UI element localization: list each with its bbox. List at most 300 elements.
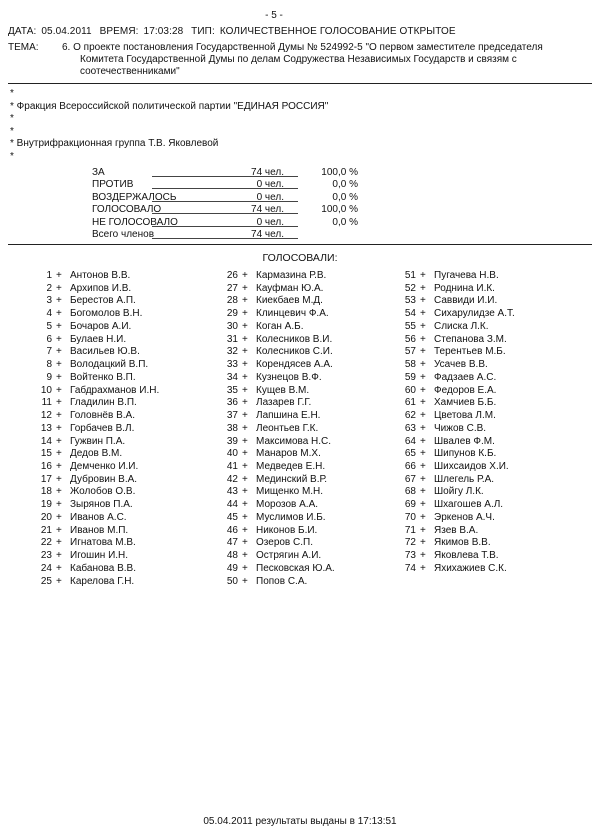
voter-row [20, 359, 200, 372]
voter-name: Морозов А.А. [256, 499, 319, 511]
vote-mark: + [420, 435, 426, 447]
voter-row [206, 410, 386, 423]
voter-number: 51 [404, 270, 416, 281]
voter-row [206, 461, 386, 474]
voter-name: Медведев Е.Н. [256, 461, 326, 473]
voter-row [20, 512, 200, 525]
vote-mark: + [56, 397, 62, 409]
vote-mark: + [242, 384, 248, 396]
voter-name: Булаев Н.И. [70, 333, 127, 345]
voter-name: Войтенко В.П. [70, 371, 136, 383]
voter-name: Попов С.А. [256, 575, 308, 587]
voter-name: Зырянов П.А. [70, 499, 133, 511]
voter-number: 48 [226, 550, 238, 562]
voter-row [20, 448, 200, 461]
voter-row [20, 525, 200, 538]
voter-row [206, 550, 386, 563]
voter-number: 41 [226, 461, 238, 473]
voter-row [206, 576, 386, 589]
vote-mark: + [242, 537, 248, 549]
voter-name: Колесников С.И. [256, 346, 333, 358]
vote-mark: + [242, 575, 248, 587]
voter-number: 69 [404, 499, 416, 511]
voter-name: Кущев В.М. [256, 384, 310, 396]
page-number: - 5 - [265, 10, 283, 21]
voter-row [206, 537, 386, 550]
vote-mark: + [420, 511, 426, 523]
voter-row [20, 563, 200, 576]
voter-number: 26 [226, 270, 238, 281]
voter-row [206, 448, 386, 461]
stat-row [92, 192, 392, 204]
voter-name: Якимов В.В. [434, 537, 491, 549]
voter-row [384, 410, 584, 423]
stat-label: ГОЛОСОВАЛО [92, 204, 162, 216]
voter-row [206, 334, 386, 347]
voter-number: 47 [226, 537, 238, 549]
topic-text [62, 42, 582, 78]
vote-mark: + [242, 320, 248, 332]
vote-mark: + [242, 410, 248, 422]
voter-name: Колесников В.И. [256, 333, 333, 345]
voter-name: Цветова Л.М. [434, 410, 496, 422]
vote-mark: + [420, 346, 426, 358]
voter-row [384, 283, 584, 296]
voter-name: Володацкий В.П. [70, 359, 149, 371]
voter-number: 43 [226, 486, 238, 498]
voter-number: 9 [46, 371, 52, 383]
voter-row [20, 550, 200, 563]
vote-mark: + [56, 270, 62, 281]
topic-label: ТЕМА: [8, 42, 39, 53]
vote-mark: + [56, 511, 62, 523]
stat-row [92, 167, 392, 179]
voter-number: 2 [46, 282, 52, 294]
vote-mark: + [242, 524, 248, 536]
voter-row [384, 385, 584, 398]
voter-name: Демченко И.И. [70, 461, 139, 473]
vote-mark: + [56, 384, 62, 396]
stat-label: ПРОТИВ [92, 179, 134, 191]
voter-name: Горбачев В.Л. [70, 422, 135, 434]
voter-number: 12 [40, 410, 52, 422]
voter-name: Хамчиев Б.Б. [434, 397, 497, 409]
voter-row [384, 295, 584, 308]
voter-number: 30 [226, 320, 238, 332]
voter-name: Никонов Б.И. [256, 524, 318, 536]
voter-row [206, 385, 386, 398]
voter-name: Федоров Е.А. [434, 384, 497, 396]
voter-number: 17 [40, 473, 52, 485]
voter-name: Манаров М.Х. [256, 448, 321, 460]
voter-row [206, 512, 386, 525]
voters-column-1 [20, 270, 200, 588]
voter-row [20, 372, 200, 385]
voter-row [206, 499, 386, 512]
stat-label: НЕ ГОЛОСОВАЛО [92, 216, 178, 228]
type-value: КОЛИЧЕСТВЕННОЕ ГОЛОСОВАНИЕ ОТКРЫТОЕ [219, 26, 456, 37]
voter-number: 70 [404, 511, 416, 523]
voter-name: Язев В.А. [434, 524, 479, 536]
voter-number: 60 [404, 384, 416, 396]
stat-count: 0 чел. [256, 216, 284, 228]
vote-mark: + [242, 473, 248, 485]
voter-name: Песковская Ю.А. [256, 562, 335, 574]
vote-mark: + [56, 410, 62, 422]
voter-number: 44 [226, 499, 238, 511]
vote-mark: + [420, 562, 426, 574]
voter-name: Шойгу Л.К. [434, 486, 484, 498]
stat-count: 0 чел. [256, 179, 284, 191]
voter-name: Кауфман Ю.А. [256, 282, 324, 294]
voter-row [20, 321, 200, 334]
vote-mark: + [56, 575, 62, 587]
voter-number: 71 [404, 524, 416, 536]
voter-row [206, 525, 386, 538]
voter-name: Бочаров А.И. [70, 320, 132, 332]
voter-name: Кабанова В.В. [70, 562, 136, 574]
vote-mark: + [56, 346, 62, 358]
voter-number: 57 [404, 346, 416, 358]
vote-mark: + [420, 499, 426, 511]
stat-count: 0 чел. [256, 191, 284, 203]
voter-row [20, 385, 200, 398]
vote-mark: + [420, 308, 426, 320]
vote-mark: + [56, 435, 62, 447]
voter-number: 66 [404, 461, 416, 473]
voter-number: 14 [40, 435, 52, 447]
voter-number: 16 [40, 461, 52, 473]
voter-name: Иванов М.П. [70, 524, 129, 536]
stat-percent: 0,0 % [332, 179, 358, 191]
stat-count: 74 чел. [251, 204, 284, 216]
stat-percent: 100,0 % [321, 167, 358, 178]
voter-number: 52 [404, 282, 416, 294]
voters-column-2 [206, 270, 386, 588]
vote-mark: + [242, 550, 248, 562]
faction-line: * [10, 113, 14, 125]
divider-middle [8, 244, 592, 245]
voter-name: Шипунов К.Б. [434, 448, 497, 460]
voter-number: 55 [404, 320, 416, 332]
voter-name: Васильев Ю.В. [70, 346, 140, 358]
vote-mark: + [56, 295, 62, 307]
voter-row [206, 346, 386, 359]
voter-number: 13 [40, 422, 52, 434]
voter-row [20, 410, 200, 423]
voter-name: Озеров С.П. [256, 537, 313, 549]
voter-name: Берестов А.П. [70, 295, 136, 307]
voter-row [384, 423, 584, 436]
voter-number: 49 [226, 562, 238, 574]
voter-number: 21 [40, 524, 52, 536]
voter-number: 4 [46, 308, 52, 320]
stat-percent: 0,0 % [332, 216, 358, 228]
vote-mark: + [242, 448, 248, 460]
voter-name: Сихарулидзе А.Т. [434, 308, 515, 320]
vote-mark: + [242, 422, 248, 434]
divider-top [8, 83, 592, 84]
voter-name: Швалев Ф.М. [434, 435, 495, 447]
voter-row [384, 372, 584, 385]
stat-count: 74 чел. [251, 167, 284, 178]
vote-mark: + [420, 473, 426, 485]
voter-row [20, 474, 200, 487]
voter-row [20, 576, 200, 589]
voter-number: 68 [404, 486, 416, 498]
voter-name: Терентьев М.Б. [434, 346, 506, 358]
voter-number: 35 [226, 384, 238, 396]
vote-mark: + [56, 473, 62, 485]
vote-mark: + [56, 448, 62, 460]
voter-number: 34 [226, 371, 238, 383]
voter-number: 61 [404, 397, 416, 409]
voter-number: 3 [46, 295, 52, 307]
vote-mark: + [242, 295, 248, 307]
voter-name: Шлегель Р.А. [434, 473, 495, 485]
vote-mark: + [242, 359, 248, 371]
voter-row [206, 474, 386, 487]
vote-mark: + [420, 537, 426, 549]
voter-name: Яхихажиев С.К. [434, 562, 507, 574]
voter-number: 38 [226, 422, 238, 434]
vote-mark: + [56, 422, 62, 434]
vote-mark: + [242, 270, 248, 281]
voter-row [384, 308, 584, 321]
voter-row [20, 295, 200, 308]
voter-number: 5 [46, 320, 52, 332]
stat-percent: 0,0 % [332, 191, 358, 203]
voter-row [206, 321, 386, 334]
vote-mark: + [242, 461, 248, 473]
voter-name: Степанова З.М. [434, 333, 507, 345]
voter-name: Иванов А.С. [70, 511, 127, 523]
vote-mark: + [242, 486, 248, 498]
vote-mark: + [56, 308, 62, 320]
voter-number: 54 [404, 308, 416, 320]
voter-number: 18 [40, 486, 52, 498]
voter-number: 11 [41, 397, 52, 409]
voter-number: 1 [46, 270, 52, 281]
voter-name: Гладилин В.П. [70, 397, 137, 409]
vote-mark: + [420, 410, 426, 422]
voter-number: 33 [226, 359, 238, 371]
vote-mark: + [56, 320, 62, 332]
voter-number: 63 [404, 422, 416, 434]
voter-number: 31 [226, 333, 238, 345]
voter-name: Эркенов А.Ч. [434, 511, 495, 523]
voter-number: 24 [40, 562, 52, 574]
voter-name: Мединский В.Р. [256, 473, 328, 485]
voter-number: 23 [40, 550, 52, 562]
voter-row [384, 270, 584, 283]
voter-name: Клинцевич Ф.А. [256, 308, 329, 320]
stat-row [92, 179, 392, 191]
vote-mark: + [56, 499, 62, 511]
vote-mark: + [242, 371, 248, 383]
voter-row [206, 563, 386, 576]
voter-number: 73 [404, 550, 416, 562]
voter-name: Леонтьев Г.К. [256, 422, 319, 434]
stat-row [92, 217, 392, 229]
vote-mark: + [420, 333, 426, 345]
voter-name: Саввиди И.И. [434, 295, 498, 307]
voter-number: 15 [40, 448, 52, 460]
voter-row [384, 321, 584, 334]
voter-row [206, 283, 386, 296]
vote-mark: + [420, 461, 426, 473]
vote-mark: + [420, 320, 426, 332]
vote-mark: + [420, 448, 426, 460]
voter-name: Дедов В.М. [70, 448, 123, 460]
vote-mark: + [420, 371, 426, 383]
voter-number: 20 [40, 511, 52, 523]
voter-row [384, 512, 584, 525]
vote-mark: + [420, 282, 426, 294]
voter-number: 59 [404, 371, 416, 383]
voter-row [20, 270, 200, 283]
voter-name: Шихсаидов Х.И. [434, 461, 509, 473]
voter-row [384, 397, 584, 410]
vote-mark: + [242, 511, 248, 523]
vote-mark: + [420, 397, 426, 409]
voter-number: 74 [404, 562, 416, 574]
voter-name: Мищенко М.Н. [256, 486, 324, 498]
voter-name: Максимова Н.С. [256, 435, 332, 447]
vote-mark: + [420, 384, 426, 396]
vote-mark: + [56, 524, 62, 536]
vote-mark: + [420, 422, 426, 434]
voter-name: Богомолов В.Н. [70, 308, 143, 320]
voter-name: Усачев В.В. [434, 359, 488, 371]
voter-row [20, 397, 200, 410]
voter-row [384, 563, 584, 576]
stat-count: 74 чел. [251, 228, 284, 240]
voter-name: Габдрахманов И.Н. [70, 384, 160, 396]
voter-number: 39 [226, 435, 238, 447]
vote-mark: + [56, 461, 62, 473]
voter-row [206, 295, 386, 308]
voter-row [206, 486, 386, 499]
voter-row [384, 346, 584, 359]
voter-name: Фадзаев А.С. [434, 371, 497, 383]
voter-name: Гужвин П.А. [70, 435, 126, 447]
stat-row [92, 204, 392, 216]
voter-row [20, 308, 200, 321]
faction-list [10, 88, 328, 164]
voter-row [384, 461, 584, 474]
voter-row [206, 359, 386, 372]
voter-row [20, 334, 200, 347]
vote-mark: + [56, 562, 62, 574]
voter-row [384, 436, 584, 449]
voter-name: Дубровин В.А. [70, 473, 138, 485]
voter-number: 67 [404, 473, 416, 485]
voter-row [206, 436, 386, 449]
voter-row [20, 283, 200, 296]
voter-row [384, 359, 584, 372]
vote-mark: + [420, 295, 426, 307]
vote-stats [92, 167, 392, 241]
voter-name: Жолобов О.В. [70, 486, 136, 498]
voter-name: Игошин И.Н. [70, 550, 129, 562]
voter-row [20, 537, 200, 550]
vote-mark: + [56, 282, 62, 294]
type-label: ТИП: [191, 26, 215, 37]
voter-row [206, 372, 386, 385]
voter-number: 22 [40, 537, 52, 549]
voter-number: 46 [226, 524, 238, 536]
vote-mark: + [242, 499, 248, 511]
voter-name: Коган А.Б. [256, 320, 304, 332]
voter-number: 53 [404, 295, 416, 307]
vote-mark: + [242, 282, 248, 294]
voter-number: 29 [226, 308, 238, 320]
vote-mark: + [420, 524, 426, 536]
stat-label: ЗА [92, 167, 105, 178]
voter-name: Карелова Г.Н. [70, 575, 135, 587]
vote-mark: + [420, 359, 426, 371]
voter-name: Игнатова М.В. [70, 537, 136, 549]
vote-mark: + [420, 486, 426, 498]
voter-name: Чижов С.В. [434, 422, 487, 434]
vote-mark: + [242, 562, 248, 574]
voter-name: Пугачева Н.В. [434, 270, 499, 281]
voter-number: 65 [404, 448, 416, 460]
voter-name: Шхагошев А.Л. [434, 499, 504, 511]
stat-label: ВОЗДЕРЖАЛОСЬ [92, 191, 177, 203]
topic-line: соотечественниками" [80, 66, 180, 77]
voter-number: 6 [46, 333, 52, 345]
faction-line: * Внутрифракционная группа Т.В. Яковлевой [10, 138, 219, 150]
voter-row [206, 423, 386, 436]
vote-mark: + [56, 486, 62, 498]
voter-name: Остряги​н А.И. [256, 550, 322, 562]
voter-name: Головнёв В.А. [70, 410, 135, 422]
voter-name: Антонов В.В. [70, 270, 131, 281]
voter-number: 45 [226, 511, 238, 523]
voter-number: 10 [40, 384, 52, 396]
vote-mark: + [56, 359, 62, 371]
vote-mark: + [242, 435, 248, 447]
date-label: ДАТА: [8, 26, 37, 37]
voter-row [20, 346, 200, 359]
voter-number: 40 [226, 448, 238, 460]
stat-label: Всего членов [92, 228, 155, 240]
voter-row [20, 436, 200, 449]
voter-row [384, 486, 584, 499]
voter-name: Лапшина Е.Н. [256, 410, 321, 422]
voter-number: 28 [226, 295, 238, 307]
voter-number: 27 [226, 282, 238, 294]
faction-line: * [10, 125, 14, 137]
vote-mark: + [420, 550, 426, 562]
date-value: 05.04.2011 [41, 26, 92, 37]
faction-line: * Фракция Всероссийской политической партии "ЕДИНАЯ РОССИЯ" [10, 100, 329, 112]
vote-mark: + [56, 371, 62, 383]
faction-line: * [10, 150, 14, 162]
voter-number: 56 [404, 333, 416, 345]
voter-name: Яковлева Т.В. [434, 550, 499, 562]
time-label: ВРЕМЯ: [99, 26, 139, 37]
voter-row [20, 499, 200, 512]
voter-number: 32 [226, 346, 238, 358]
footer-timestamp: 05.04.2011 результаты выданы в 17:13:51 [203, 816, 397, 827]
voter-number: 58 [404, 359, 416, 371]
voter-name: Лазарев Г.Г. [256, 397, 312, 409]
voter-row [206, 270, 386, 283]
voter-number: 72 [404, 537, 416, 549]
